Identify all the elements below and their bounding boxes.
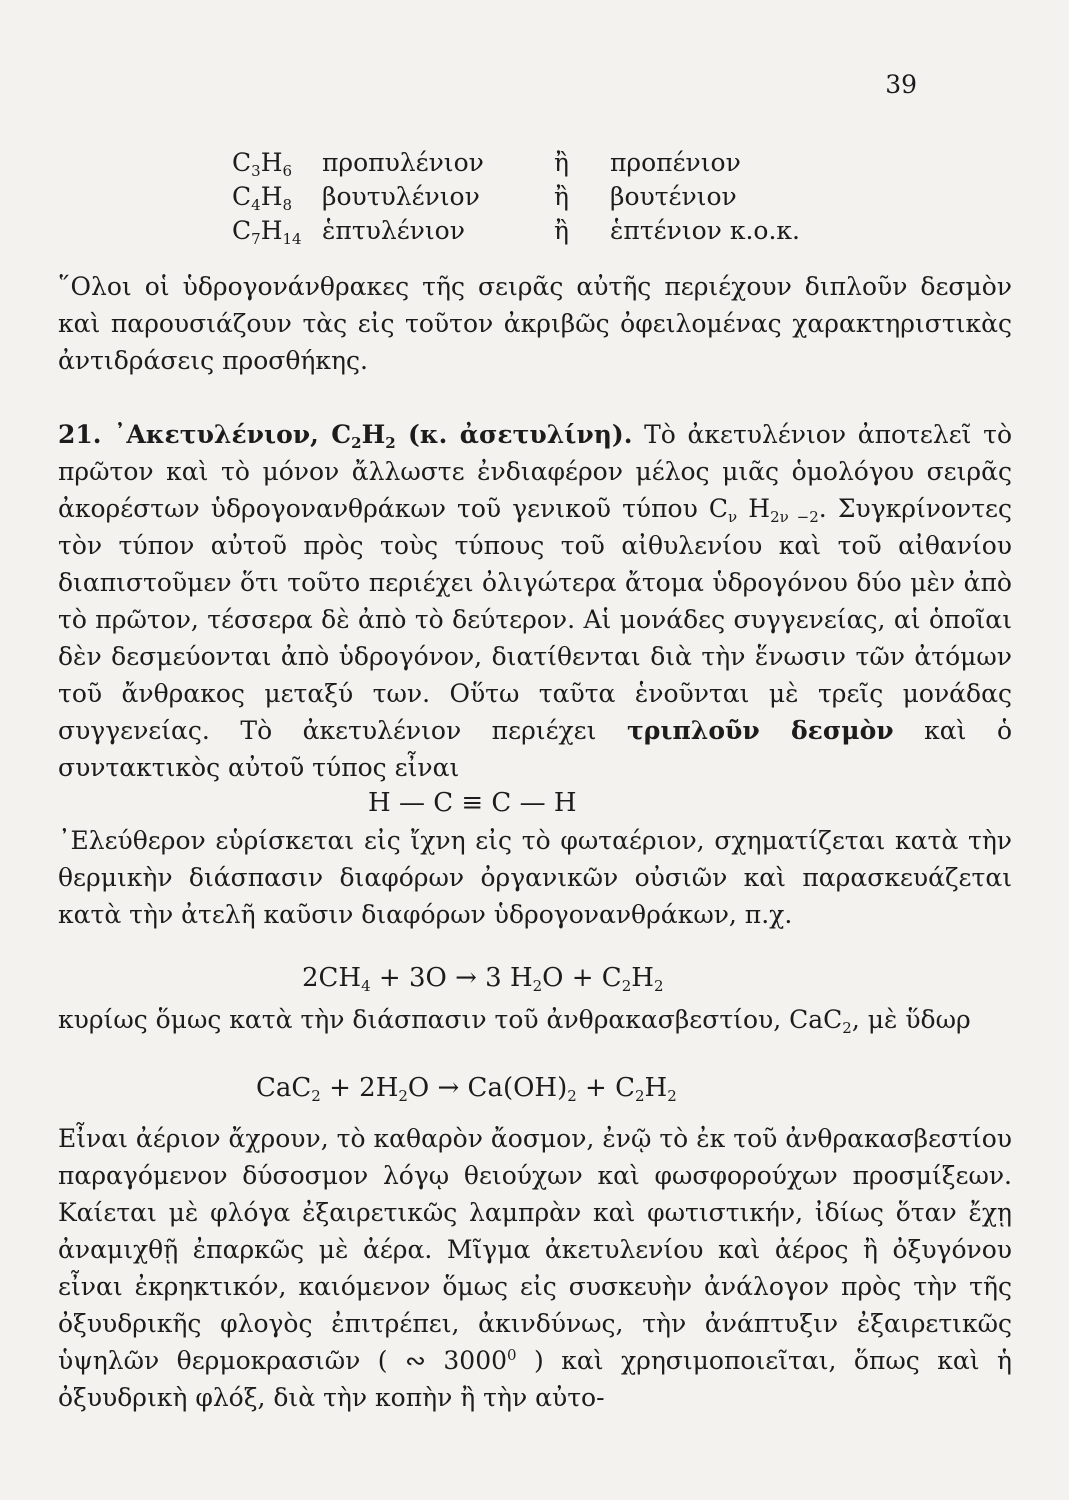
paragraph-carbide: κυρίως ὅμως κατὰ τὴν διάσπασιν τοῦ ἀνθρακασβεστίου, CaC$_2$, μὲ ὕδωρ [58,1005,971,1037]
compound-alt-name: βουτένιον [610,182,737,211]
alkene-formula-list [232,146,800,248]
compound-alt-name: ἑπτένιον κ.ο.κ. [610,216,800,245]
section-heading: 21. ᾿Ακετυλένιον, $C_2H_2$ (κ. ἀσετυλίνη). [58,420,633,452]
compound-alt-name: προπένιον [610,148,741,177]
compound-name: βουτυλένιον [322,182,480,211]
section-21-acetylene [58,416,1012,786]
equation-combustion: $2CH_4 + 3O \to 3$ $H_2O + C_2H_2$ [302,963,664,995]
compound-name: ἑπτυλένιον [322,216,465,245]
or-word: ἢ [554,148,569,177]
bold-term-triple-bond: τριπλοῦν δεσμὸν [626,716,894,745]
page-number: 39 [885,70,917,99]
chemical-formula: $C_4H_8$ [232,182,293,214]
equation-carbide: $CaC_2 + 2H_2O \to Ca(OH)_2 + C_2H_2$ [256,1073,677,1105]
chemical-formula: $C_3H_6$ [232,148,293,180]
section-text: Τὸ ἀκετυλένιον ἀποτελεῖ τὸ πρῶτον καὶ τὸ μόνον ἄλλωστε ἐνδιαφέρον μέλος μιᾶς ὁμολόγου σειρᾶς ἀκορέστων ὑδρογονανθράκων τοῦ γενικοῦ τύπου $C_\nu$ $H_{2\nu -2}$. Συγκρίνοντες τὸν τύπον αὐτοῦ πρὸς τοὺς τύπους τοῦ αἰθυλενίου καὶ τοῦ αἰθανίου διαπιστοῦμεν ὅτι τοῦτο περιέχει ὀλιγώτερα ἄτομα ὑδρογόνου δύο μὲν ἀπὸ τὸ πρῶτον, τέσσερα δὲ ἀπὸ τὸ δεύτερον. Αἱ μονάδες συγγενείας, αἱ ὁποῖαι δὲν δεσμεύονται ἀπὸ ὑδρογόνον, διατίθενται διὰ τὴν ἕνωσιν τῶν ἀτόμων τοῦ ἄνθρακος μεταξύ των. Οὕτω ταῦτα ἑνοῦνται μὲ τρεῖς μονάδας συγγενείας. Τὸ ἀκετυλένιον περιέχει [58,420,1012,745]
chemical-formula: $C_7H_{14}$ [232,216,302,248]
formula-row [232,214,800,248]
paragraph-occurrence: ᾿Ελεύθερον εὑρίσκεται εἰς ἴχνη εἰς τὸ φωταέριον, σχηματίζεται κατὰ τὴν θερμικὴν διάσπασιν διαφόρων ὀργανικῶν οὐσιῶν καὶ παρασκευάζεται κατὰ τὴν ἀτελῆ καῦσιν διαφόρων ὑδρογονανθράκων, π.χ. [58,826,1012,929]
structural-formula: H — C ≡ C — H [368,788,577,818]
compound-name: προπυλένιον [322,148,484,177]
formula-row [232,146,800,180]
formula-row [232,180,800,214]
paragraph-double-bond: ῞Ολοι οἱ ὑδρογονάνθρακες τῆς σειρᾶς αὐτῆς περιέχουν διπλοῦν δεσμὸν καὶ παρουσιάζουν τὰς εἰς τοῦτον ἀκριβῶς ὀφειλομένας χαρακτηριστικὰς ἀντιδράσεις προσθήκης. [58,272,1012,375]
section-text-end: καὶ ὁ συντακτικὸς αὐτοῦ τύπος εἶναι [58,716,1013,782]
or-word: ἢ [554,182,569,211]
or-word: ἢ [554,216,569,245]
paragraph-properties: Εἶναι ἀέριον ἄχρουν, τὸ καθαρὸν ἄοσμον, ἐνῷ τὸ ἐκ τοῦ ἀνθρακασβεστίου παραγόμενον δύσοσμον λόγῳ θειούχων καὶ φωσφορούχων προσμίξεων. Καίεται μὲ φλόγα ἐξαιρετικῶς λαμπρὰν καὶ φωτιστικήν, ἰδίως ὅταν ἔχῃ ἀναμιχθῇ ἐπαρκῶς μὲ ἀέρα. Μῖγμα ἀκετυλενίου καὶ ἀέρος ἢ ὀξυγόνου εἶναι ἐκρηκτικόν, καιόμενον ὅμως εἰς συσκευὴν ἀνάλογον πρὸς τὴν τῆς ὀξυυδρικῆς φλογὸς ἐπιτρέπει, ἀκινδύνως, τὴν ἀνάπτυξιν ἐξαιρετικῶς ὑψηλῶν θερμοκρασιῶν ( ∾ 3000$^0$ ) καὶ χρησιμοποιεῖται, ὅπως καὶ ἡ ὀξυυδρικὴ φλόξ, διὰ τὴν κοπὴν ἢ τὴν αὐτο- [58,1124,1012,1412]
